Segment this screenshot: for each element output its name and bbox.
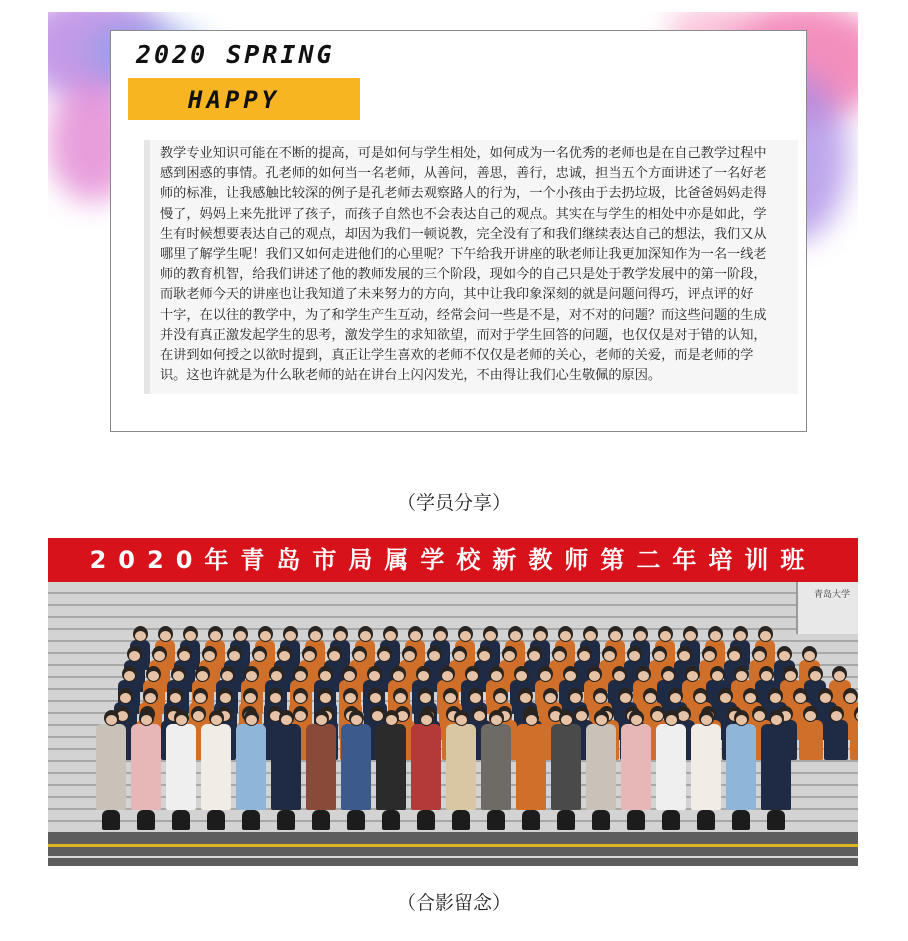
person-face: [545, 693, 556, 703]
person-face: [834, 671, 845, 681]
person-face: [420, 693, 431, 703]
person-face: [629, 651, 640, 661]
person-legs: [487, 810, 505, 830]
person-face: [211, 715, 222, 725]
person-legs: [207, 810, 225, 830]
person-face: [220, 693, 231, 703]
person-face: [395, 693, 406, 703]
person-face: [185, 631, 196, 641]
person-face: [210, 631, 221, 641]
person-face: [279, 651, 290, 661]
person-face: [663, 671, 674, 681]
person-face: [320, 671, 331, 681]
person-face: [310, 631, 321, 641]
person-face: [491, 715, 502, 725]
person-face: [679, 651, 690, 661]
person-face: [442, 671, 453, 681]
person-legs: [382, 810, 400, 830]
person: [446, 724, 476, 810]
person-face: [516, 671, 527, 681]
person-face: [197, 671, 208, 681]
person-face: [579, 651, 590, 661]
person-face: [565, 671, 576, 681]
person-legs: [242, 810, 260, 830]
person-face: [570, 693, 581, 703]
person-face: [712, 671, 723, 681]
person-face: [470, 693, 481, 703]
person-face: [736, 671, 747, 681]
person-face: [456, 715, 467, 725]
person-face: [729, 651, 740, 661]
person-face: [561, 715, 572, 725]
person-face: [504, 651, 515, 661]
person-face: [535, 631, 546, 641]
person-face: [345, 693, 356, 703]
person-legs: [557, 810, 575, 830]
paragraph-line: 而耿老师今天的讲座也让我知道了未来努力的方向，其中让我印象深刻的就是问题问得巧，评点评的好: [160, 287, 754, 303]
person-face: [160, 631, 171, 641]
person-face: [254, 651, 265, 661]
person-face: [595, 693, 606, 703]
person-face: [485, 631, 496, 641]
person-face: [460, 631, 471, 641]
person-face: [344, 671, 355, 681]
person-face: [520, 693, 531, 703]
person-face: [445, 693, 456, 703]
person-face: [418, 671, 429, 681]
person-face: [193, 711, 204, 721]
person-legs: [732, 810, 750, 830]
person-legs: [172, 810, 190, 830]
person-face: [404, 651, 415, 661]
person: [306, 724, 336, 810]
person-face: [179, 651, 190, 661]
paragraph-line: 师的教育机智，给我们讲述了他的教师发展的三个阶段，现如今的自己只是处于教学发展中的第一阶段，: [160, 267, 767, 283]
person: [586, 724, 616, 810]
paragraph-line: 感到困惑的事情。孔老师的如何当一名老师，从善问，善思，善行，忠诚，担当五个方面讲述了一名好老: [160, 166, 767, 182]
person-face: [141, 715, 152, 725]
person-face: [369, 671, 380, 681]
person: [166, 724, 196, 810]
paragraph-line: 十字，在以往的教学中，为了和学生产生互动，经常会问一些是不是，对不对的问题？而这些问题的生成: [160, 307, 767, 323]
person-face: [154, 651, 165, 661]
person-face: [670, 693, 681, 703]
person-face: [320, 693, 331, 703]
person: [824, 720, 848, 760]
person-face: [124, 671, 135, 681]
share-caption: （学员分享）: [396, 492, 511, 514]
person: [726, 724, 756, 810]
paragraph-line: 并没有真正激发起学生的思考，激发学生的求知欲望，而对于学生回答的问题，也仅仅是对于错的认知，: [160, 327, 767, 343]
person-face: [285, 631, 296, 641]
person-face: [526, 715, 537, 725]
person-face: [304, 651, 315, 661]
university-sign: 青岛大学: [813, 590, 850, 600]
person-legs: [697, 810, 715, 830]
photo-caption: （合影留念）: [396, 892, 511, 914]
person: [656, 724, 686, 810]
crowd: [48, 538, 858, 866]
person-face: [652, 711, 663, 721]
person-face: [785, 671, 796, 681]
person-face: [596, 715, 607, 725]
person-face: [614, 671, 625, 681]
person-face: [271, 671, 282, 681]
person-face: [510, 631, 521, 641]
student-share-card: [48, 12, 858, 460]
person-face: [604, 651, 615, 661]
person-legs: [627, 810, 645, 830]
paragraph-line: 慢了，妈妈上来先批评了孩子，而孩子自然也不会表达自己的观点。其实在与学生的相处中亦是如此，学: [160, 206, 767, 222]
person-face: [845, 693, 856, 703]
person: [411, 724, 441, 810]
person-legs: [312, 810, 330, 830]
person-face: [135, 631, 146, 641]
person-face: [585, 631, 596, 641]
person-face: [695, 693, 706, 703]
person: [691, 724, 721, 810]
person-face: [678, 711, 689, 721]
person-face: [235, 631, 246, 641]
person-face: [295, 693, 306, 703]
person-legs: [662, 810, 680, 830]
person-face: [779, 651, 790, 661]
person-legs: [767, 810, 785, 830]
person-face: [393, 671, 404, 681]
person-face: [529, 651, 540, 661]
person: [516, 724, 546, 810]
person: [621, 724, 651, 810]
person-face: [754, 711, 765, 721]
person-face: [804, 651, 815, 661]
person-face: [560, 631, 571, 641]
person-face: [540, 671, 551, 681]
person-face: [687, 671, 698, 681]
person-face: [761, 671, 772, 681]
paragraph-line: 识。这也许就是为什么耿老师的站在讲台上闪闪发光，不由得让我们心生敬佩的原因。: [160, 368, 662, 384]
paragraph-line: 教学专业知识可能在不断的提高，可是如何与学生相处，如何成为一名优秀的老师也是在自己教学过程中: [160, 146, 767, 161]
person-face: [429, 651, 440, 661]
person: [131, 724, 161, 810]
share-paragraph: [150, 140, 798, 386]
person-face: [685, 631, 696, 641]
person-face: [666, 715, 677, 725]
person: [96, 724, 126, 810]
person-face: [660, 631, 671, 641]
person-face: [701, 715, 712, 725]
person-face: [645, 693, 656, 703]
person: [341, 724, 371, 810]
person-face: [810, 671, 821, 681]
person-face: [246, 671, 257, 681]
person-face: [173, 671, 184, 681]
person: [551, 724, 581, 810]
person-face: [435, 631, 446, 641]
person-face: [195, 693, 206, 703]
person-face: [638, 671, 649, 681]
paragraph-line: 哪里了解学生呢！我们又如何走进他们的心里呢？下午给我开讲座的耿老师让我更加深知作为一名一线老: [160, 247, 767, 263]
person-face: [795, 693, 806, 703]
person-face: [736, 715, 747, 725]
person-face: [351, 715, 362, 725]
group-photo: [48, 538, 858, 866]
person-face: [654, 651, 665, 661]
person-face: [370, 693, 381, 703]
paragraph-line: 生有时候想要表达自己的观点，却因为我们一顿说教，完全没有了和我们继续表达自己的想法，我们又从: [160, 226, 767, 242]
person-legs: [102, 810, 120, 830]
share-text-box: [144, 140, 798, 394]
paragraph-line: 师的标准，让我感触比较深的例子是孔老师去观察路人的行为，一个小孩由于去扔垃圾，比爸爸妈妈走得: [160, 186, 767, 202]
person-legs: [137, 810, 155, 830]
person-face: [745, 693, 756, 703]
person-face: [386, 715, 397, 725]
person-legs: [277, 810, 295, 830]
person: [799, 720, 823, 760]
person-face: [106, 715, 117, 725]
person-face: [148, 671, 159, 681]
person-face: [631, 715, 642, 725]
person-legs: [347, 810, 365, 830]
person-face: [467, 671, 478, 681]
person-face: [170, 693, 181, 703]
person-face: [245, 693, 256, 703]
person: [201, 724, 231, 810]
person-face: [554, 651, 565, 661]
person-legs: [592, 810, 610, 830]
person-face: [379, 651, 390, 661]
person-face: [474, 711, 485, 721]
person-legs: [417, 810, 435, 830]
person-face: [491, 671, 502, 681]
person-face: [720, 693, 731, 703]
person-face: [281, 715, 292, 725]
person-face: [704, 651, 715, 661]
person-face: [635, 631, 646, 641]
person-face: [820, 693, 831, 703]
person-face: [129, 651, 140, 661]
person-face: [316, 715, 327, 725]
person-face: [576, 711, 587, 721]
person-face: [246, 715, 257, 725]
person-legs: [452, 810, 470, 830]
person: [761, 724, 791, 810]
person-face: [295, 671, 306, 681]
person-face: [120, 693, 131, 703]
person-face: [410, 631, 421, 641]
person-face: [610, 631, 621, 641]
person-face: [270, 693, 281, 703]
person: [481, 724, 511, 810]
person-face: [421, 715, 432, 725]
person-face: [335, 631, 346, 641]
person-face: [145, 693, 156, 703]
photo-banner: 2020年青岛市局属学校新教师第二年培训班: [48, 538, 858, 582]
person-face: [329, 651, 340, 661]
person-face: [831, 711, 842, 721]
person-face: [176, 715, 187, 725]
person-face: [360, 631, 371, 641]
person-face: [754, 651, 765, 661]
person-face: [229, 651, 240, 661]
person: [236, 724, 266, 810]
person-face: [620, 693, 631, 703]
person-face: [479, 651, 490, 661]
card-subtitle: HAPPY: [188, 86, 281, 114]
person-face: [260, 631, 271, 641]
person-face: [385, 631, 396, 641]
person-face: [589, 671, 600, 681]
person-face: [222, 671, 233, 681]
person-face: [760, 631, 771, 641]
person-face: [495, 693, 506, 703]
person-face: [372, 711, 383, 721]
person: [271, 724, 301, 810]
person-face: [397, 711, 408, 721]
person-legs: [522, 810, 540, 830]
person: [376, 724, 406, 810]
person-face: [204, 651, 215, 661]
person-face: [735, 631, 746, 641]
person-face: [805, 711, 816, 721]
person-face: [295, 711, 306, 721]
person-face: [354, 651, 365, 661]
person-face: [771, 715, 782, 725]
paragraph-line: 在讲到如何授之以欲时提到，真正让学生喜欢的老师不仅仅是老师的关心，老师的关爱，而是老师的学: [160, 348, 754, 364]
person: [850, 720, 859, 760]
card-title: 2020 SPRING: [136, 40, 335, 69]
person-face: [454, 651, 465, 661]
person-face: [710, 631, 721, 641]
person-face: [770, 693, 781, 703]
